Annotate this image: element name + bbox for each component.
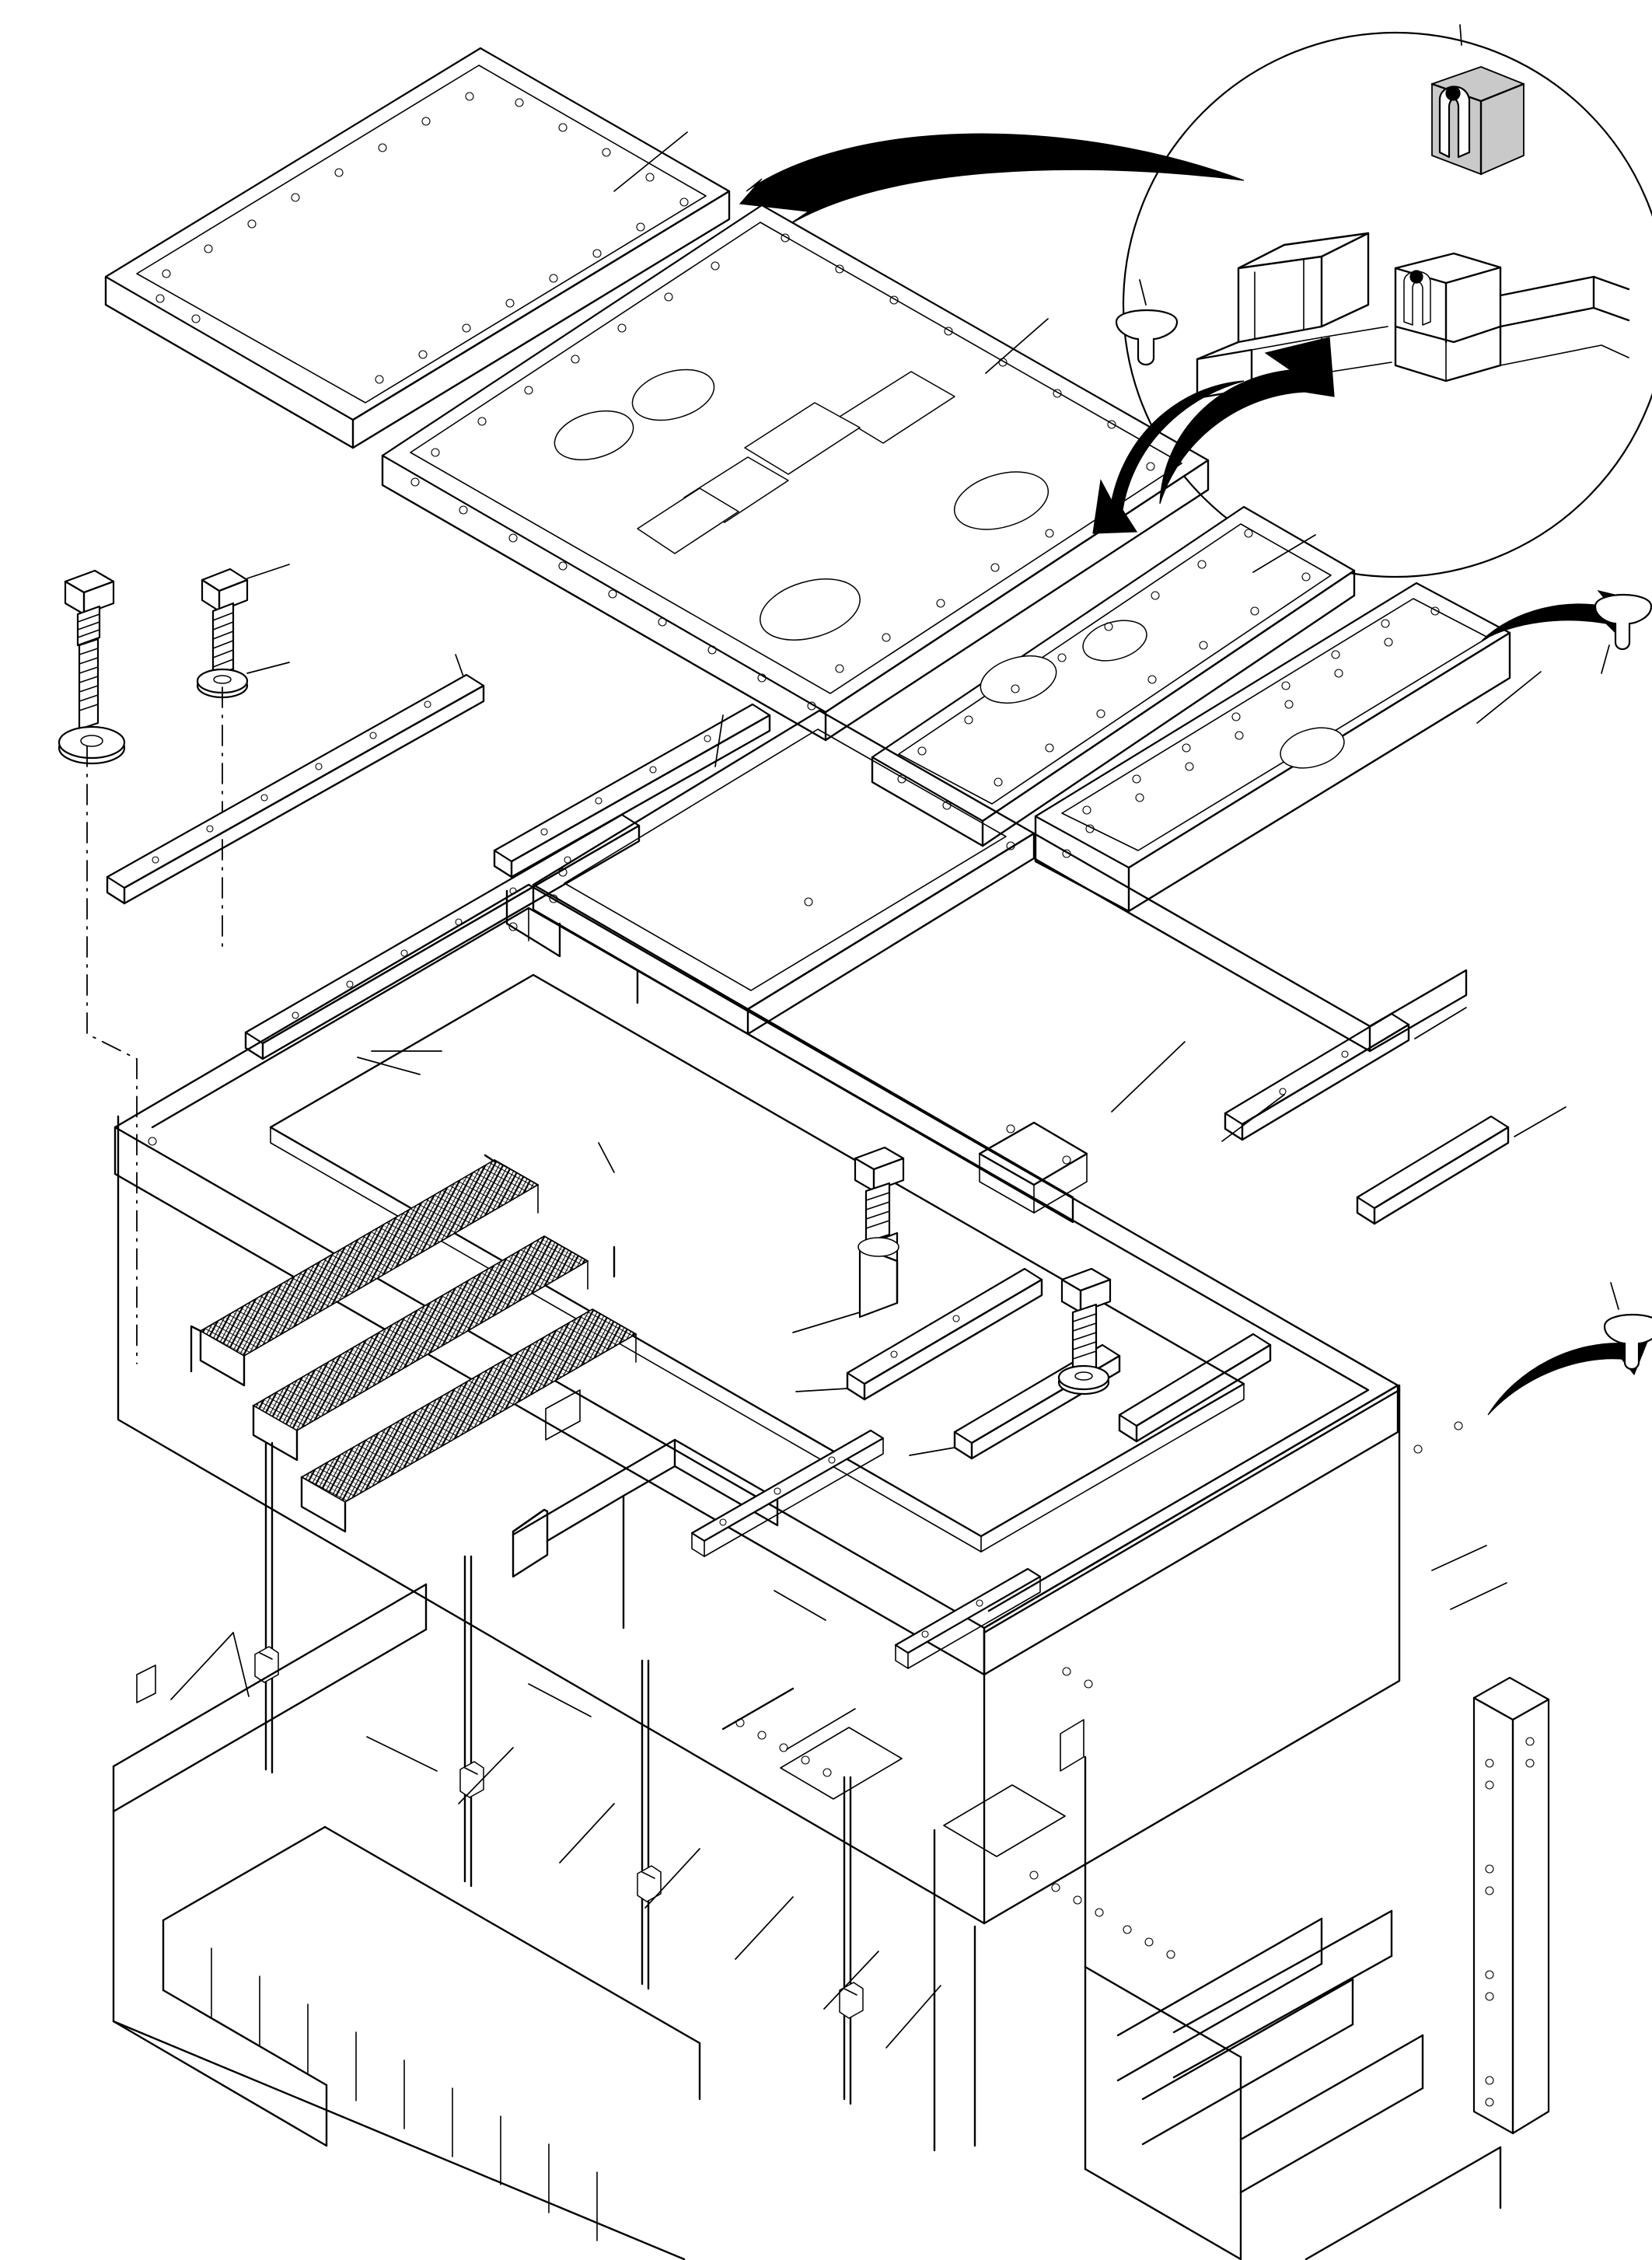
base-chassis-structure bbox=[114, 1584, 1549, 2260]
corner-post-right bbox=[1474, 1678, 1549, 2133]
rubber-seal-profile-block bbox=[1432, 67, 1524, 174]
flat-washer-center-right bbox=[1059, 1366, 1109, 1394]
seal-strip-right-upper bbox=[1225, 1008, 1466, 1140]
radiator-mesh-grille bbox=[191, 1155, 636, 1532]
hex-head-bolt-long bbox=[65, 571, 114, 729]
main-enclosure-frame bbox=[118, 1116, 1399, 2150]
door-latch-icon bbox=[460, 1762, 484, 1797]
seal-strip-center-rear bbox=[1119, 1334, 1270, 1441]
bolt-centerline-left bbox=[87, 746, 137, 1364]
lower-side-panel-details bbox=[684, 1668, 1175, 1958]
hex-head-bolt-center bbox=[855, 1147, 903, 1242]
door-latch-icon bbox=[637, 1866, 661, 1902]
rubber-plug-right bbox=[1595, 595, 1651, 673]
spacer-sleeve bbox=[793, 1233, 899, 1333]
flat-washer-large bbox=[59, 727, 124, 763]
seal-strip-front-right bbox=[494, 704, 770, 877]
seal-strip-rear-right bbox=[796, 1269, 1042, 1399]
seal-strip-front-left bbox=[107, 655, 484, 903]
flat-washer-small bbox=[197, 662, 289, 697]
seal-strip-right-lower bbox=[1357, 1107, 1566, 1224]
